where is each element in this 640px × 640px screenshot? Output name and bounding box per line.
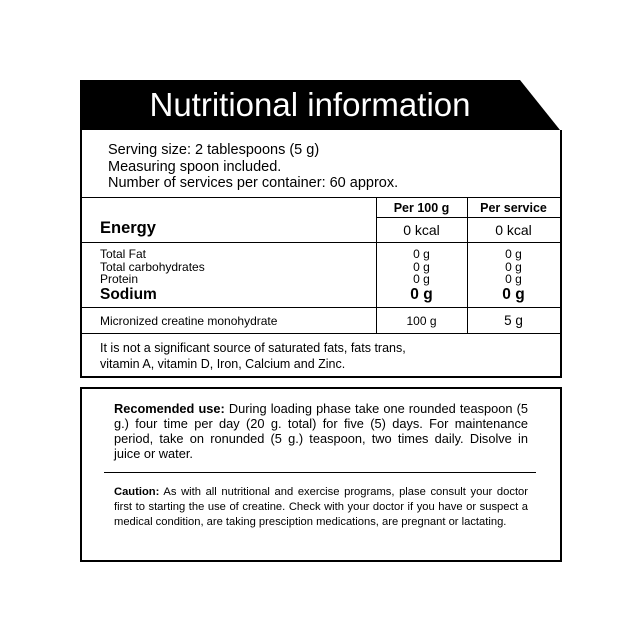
energy-per-service: 0 kcal [495, 222, 532, 238]
total-fat-per-100g: 0 g [413, 247, 430, 261]
protein-label: Protein [100, 272, 139, 286]
column-header-rule [376, 217, 560, 218]
measuring-spoon-line: Measuring spoon included. [108, 158, 282, 175]
creatine-label: Micronized creatine monohydrate [100, 314, 278, 328]
nutrient-labels [100, 248, 205, 286]
nutrition-panel [80, 80, 560, 378]
total-carbohydrates-per-100g: 0 g [413, 259, 430, 274]
recommended-use-heading: Recomended use: [114, 401, 225, 416]
usage-box [80, 387, 562, 562]
caution-text: As with all nutritional and exercise programs, plase consult your doctor first to starting the use of creatine. Check with your doctor if you have or suspect a medical condition, are taking presciption medications, are pregnant or lactating. [114, 486, 529, 528]
caution [114, 485, 528, 530]
total-fat-label: Total Fat [100, 247, 147, 261]
serving-size-line: Serving size: 2 tablespoons (5 g) [108, 142, 320, 158]
services-per-container-line: Number of services per container: 60 approx. [108, 175, 399, 191]
total-carbohydrates-per-service: 0 g [505, 259, 522, 274]
energy-per-100g: 0 kcal [403, 222, 440, 238]
caution-heading: Caution: [114, 486, 160, 498]
protein-per-100g: 0 g [413, 272, 430, 286]
footnote-line-2: vitamin A, vitamin D, Iron, Calcium and Zinc. [100, 356, 346, 371]
nutrients-row-rule [80, 307, 560, 308]
protein-per-service: 0 g [505, 272, 522, 286]
sodium-per-service: 0 g [502, 286, 525, 303]
page-title: Nutritional information [149, 86, 471, 123]
sodium-per-100g: 0 g [410, 286, 433, 303]
usage-divider [104, 472, 536, 473]
creatine-per-service: 5 g [504, 313, 523, 328]
creatine-row-rule [80, 333, 560, 334]
column-header-per-service: Per service [480, 201, 547, 215]
total-fat-per-service: 0 g [505, 247, 522, 261]
column-header-per-100g: Per 100 g [393, 201, 450, 215]
nutrient-values-per-service [467, 248, 560, 286]
sodium-label: Sodium [100, 286, 157, 303]
nutrient-values-per-100g [376, 248, 467, 286]
recommended-use-text: During loading phase take one rounded teaspoon (5 g.) four time per day (20 g. total) for five (5) days. For maintenance period, take on ronunded (5 g.) teaspoon, two times daily. Disolve in juice or water. [114, 401, 528, 461]
footnote-line-1: It is not a significant source of saturated fats, fats trans, [100, 341, 406, 355]
creatine-per-100g: 100 g [406, 314, 437, 328]
table-top-rule [80, 197, 560, 198]
energy-label: Energy [100, 219, 156, 237]
footnote [100, 341, 406, 372]
recommended-use [114, 401, 528, 461]
serving-info [108, 142, 398, 192]
total-carbohydrates-label: Total carbohydrates [100, 259, 205, 274]
energy-row-rule [80, 242, 560, 243]
